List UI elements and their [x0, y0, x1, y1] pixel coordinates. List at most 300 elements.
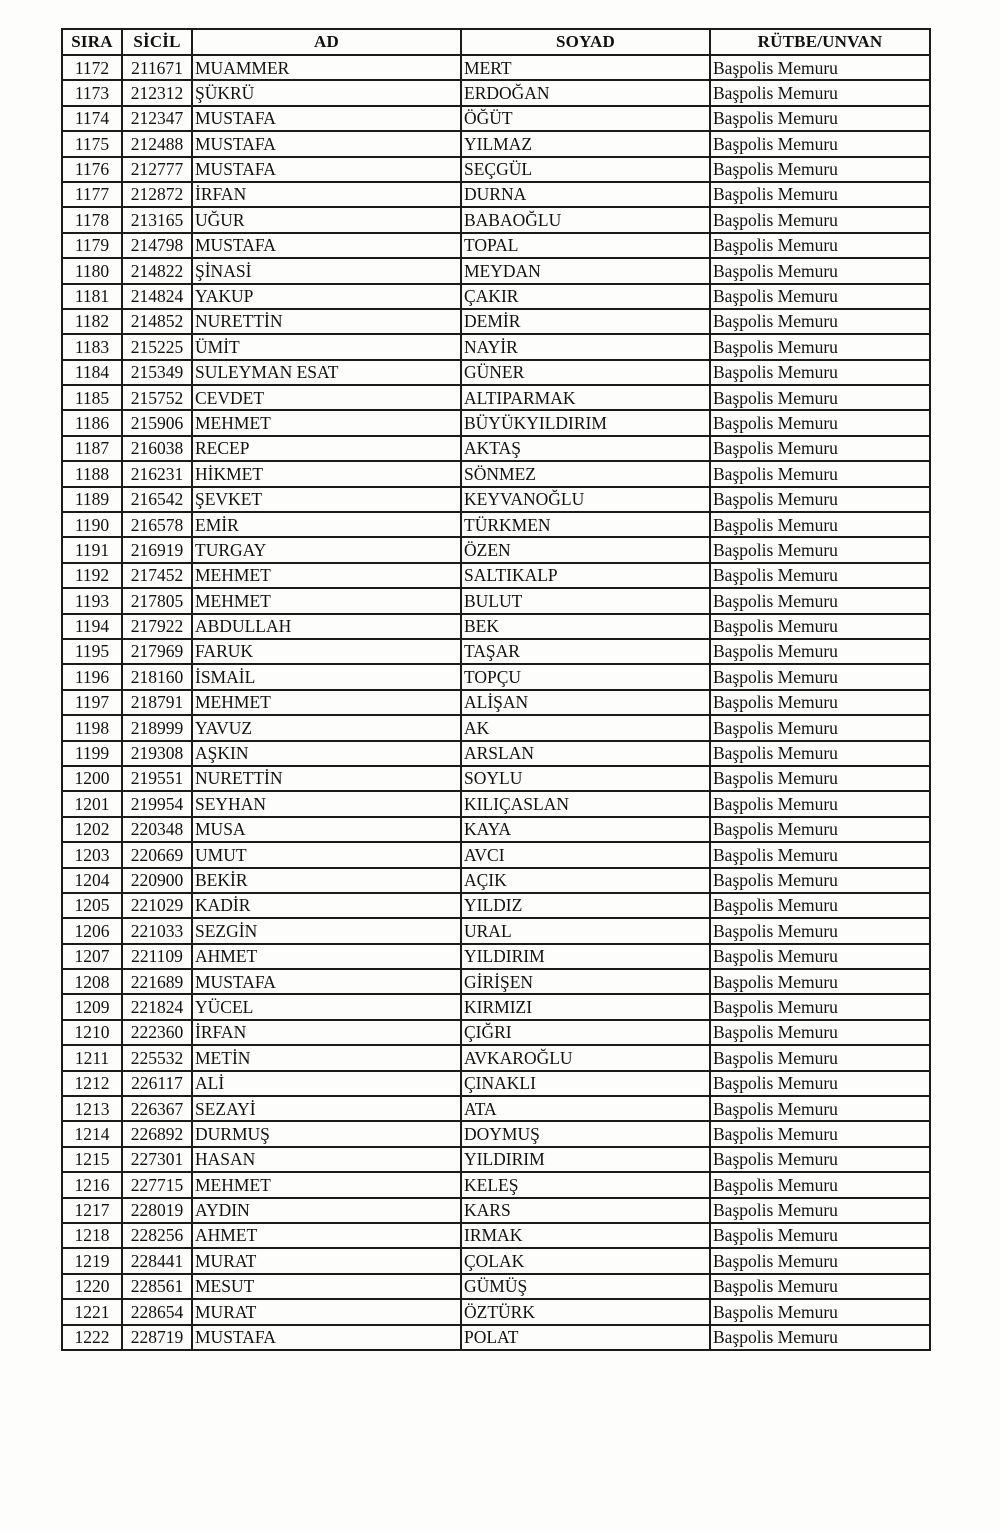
- cell-sira: 1210: [62, 1020, 122, 1045]
- cell-sira: 1183: [62, 334, 122, 359]
- cell-ad: METİN: [192, 1045, 461, 1070]
- cell-sicil: 214824: [122, 284, 192, 309]
- cell-ad: SULEYMAN ESAT: [192, 360, 461, 385]
- cell-soyad: ERDOĞAN: [461, 80, 710, 105]
- cell-rutbe: Başpolis Memuru: [710, 868, 930, 893]
- cell-sira: 1201: [62, 791, 122, 816]
- table-row: [62, 207, 930, 232]
- cell-soyad: IRMAK: [461, 1223, 710, 1248]
- column-header-soyad: SOYAD: [461, 29, 710, 55]
- cell-sicil: 227715: [122, 1172, 192, 1197]
- cell-sicil: 220900: [122, 868, 192, 893]
- cell-rutbe: Başpolis Memuru: [710, 664, 930, 689]
- cell-sira: 1189: [62, 487, 122, 512]
- cell-sira: 1214: [62, 1121, 122, 1146]
- cell-sicil: 213165: [122, 207, 192, 232]
- cell-rutbe: Başpolis Memuru: [710, 385, 930, 410]
- cell-soyad: ALTIPARMAK: [461, 385, 710, 410]
- cell-sira: 1207: [62, 944, 122, 969]
- cell-rutbe: Başpolis Memuru: [710, 1147, 930, 1172]
- cell-ad: MUSTAFA: [192, 969, 461, 994]
- cell-ad: ŞÜKRÜ: [192, 80, 461, 105]
- table-row: [62, 1045, 930, 1070]
- cell-sira: 1206: [62, 918, 122, 943]
- cell-soyad: ÖĞÜT: [461, 106, 710, 131]
- cell-sicil: 228561: [122, 1274, 192, 1299]
- cell-ad: AHMET: [192, 1223, 461, 1248]
- cell-sicil: 214822: [122, 258, 192, 283]
- cell-sira: 1197: [62, 690, 122, 715]
- table-row: [62, 944, 930, 969]
- cell-sicil: 221689: [122, 969, 192, 994]
- cell-sira: 1186: [62, 410, 122, 435]
- cell-rutbe: Başpolis Memuru: [710, 55, 930, 80]
- cell-sicil: 216542: [122, 487, 192, 512]
- cell-sicil: 226892: [122, 1121, 192, 1146]
- cell-soyad: URAL: [461, 918, 710, 943]
- cell-ad: YÜCEL: [192, 994, 461, 1019]
- cell-sicil: 215225: [122, 334, 192, 359]
- cell-sira: 1200: [62, 766, 122, 791]
- cell-rutbe: Başpolis Memuru: [710, 791, 930, 816]
- cell-ad: BEKİR: [192, 868, 461, 893]
- cell-sicil: 226117: [122, 1071, 192, 1096]
- cell-sicil: 215752: [122, 385, 192, 410]
- table-row: [62, 512, 930, 537]
- cell-soyad: AVKAROĞLU: [461, 1045, 710, 1070]
- column-header-sicil: SİCİL: [122, 29, 192, 55]
- cell-sira: 1212: [62, 1071, 122, 1096]
- cell-sicil: 216578: [122, 512, 192, 537]
- cell-rutbe: Başpolis Memuru: [710, 1223, 930, 1248]
- table-row: [62, 969, 930, 994]
- cell-rutbe: Başpolis Memuru: [710, 944, 930, 969]
- cell-rutbe: Başpolis Memuru: [710, 360, 930, 385]
- table-row: [62, 918, 930, 943]
- personnel-roster-table: [61, 28, 931, 1351]
- cell-ad: NURETTİN: [192, 309, 461, 334]
- cell-ad: MEHMET: [192, 1172, 461, 1197]
- table-row: [62, 893, 930, 918]
- table-row: [62, 614, 930, 639]
- cell-soyad: GİRİŞEN: [461, 969, 710, 994]
- cell-soyad: SÖNMEZ: [461, 461, 710, 486]
- cell-sira: 1185: [62, 385, 122, 410]
- cell-soyad: BABAOĞLU: [461, 207, 710, 232]
- cell-sicil: 228019: [122, 1198, 192, 1223]
- cell-ad: MUSTAFA: [192, 131, 461, 156]
- cell-soyad: YILDIZ: [461, 893, 710, 918]
- table-row: [62, 284, 930, 309]
- cell-rutbe: Başpolis Memuru: [710, 309, 930, 334]
- cell-sira: 1216: [62, 1172, 122, 1197]
- table-row: [62, 360, 930, 385]
- table-row: [62, 436, 930, 461]
- cell-ad: MEHMET: [192, 410, 461, 435]
- cell-sicil: 221033: [122, 918, 192, 943]
- cell-rutbe: Başpolis Memuru: [710, 258, 930, 283]
- cell-ad: İRFAN: [192, 182, 461, 207]
- table-row: [62, 410, 930, 435]
- cell-ad: MEHMET: [192, 690, 461, 715]
- cell-ad: MUSTAFA: [192, 1325, 461, 1350]
- cell-sira: 1184: [62, 360, 122, 385]
- cell-sicil: 212488: [122, 131, 192, 156]
- table-row: [62, 461, 930, 486]
- cell-soyad: SALTIKALP: [461, 563, 710, 588]
- cell-ad: RECEP: [192, 436, 461, 461]
- cell-ad: ŞEVKET: [192, 487, 461, 512]
- cell-sicil: 228441: [122, 1248, 192, 1273]
- cell-sira: 1191: [62, 537, 122, 562]
- cell-sicil: 225532: [122, 1045, 192, 1070]
- table-row: [62, 309, 930, 334]
- cell-ad: AŞKIN: [192, 741, 461, 766]
- table-row: [62, 1274, 930, 1299]
- cell-rutbe: Başpolis Memuru: [710, 461, 930, 486]
- cell-sira: 1175: [62, 131, 122, 156]
- cell-rutbe: Başpolis Memuru: [710, 410, 930, 435]
- cell-rutbe: Başpolis Memuru: [710, 1121, 930, 1146]
- cell-ad: MEHMET: [192, 588, 461, 613]
- cell-ad: MUSA: [192, 817, 461, 842]
- table-row: [62, 690, 930, 715]
- cell-sicil: 217452: [122, 563, 192, 588]
- cell-rutbe: Başpolis Memuru: [710, 1274, 930, 1299]
- cell-sira: 1177: [62, 182, 122, 207]
- cell-ad: MEHMET: [192, 563, 461, 588]
- cell-rutbe: Başpolis Memuru: [710, 1172, 930, 1197]
- cell-soyad: ÖZEN: [461, 537, 710, 562]
- cell-soyad: ARSLAN: [461, 741, 710, 766]
- table-row: [62, 741, 930, 766]
- column-header-sira: SIRA: [62, 29, 122, 55]
- cell-rutbe: Başpolis Memuru: [710, 512, 930, 537]
- cell-rutbe: Başpolis Memuru: [710, 842, 930, 867]
- table-row: [62, 664, 930, 689]
- cell-sira: 1215: [62, 1147, 122, 1172]
- cell-sicil: 220348: [122, 817, 192, 842]
- cell-rutbe: Başpolis Memuru: [710, 563, 930, 588]
- cell-sicil: 216038: [122, 436, 192, 461]
- cell-ad: AYDIN: [192, 1198, 461, 1223]
- cell-sira: 1179: [62, 233, 122, 258]
- cell-sira: 1217: [62, 1198, 122, 1223]
- cell-ad: SEZAYİ: [192, 1096, 461, 1121]
- cell-rutbe: Başpolis Memuru: [710, 1071, 930, 1096]
- cell-sicil: 212347: [122, 106, 192, 131]
- cell-rutbe: Başpolis Memuru: [710, 106, 930, 131]
- cell-rutbe: Başpolis Memuru: [710, 284, 930, 309]
- cell-soyad: TOPAL: [461, 233, 710, 258]
- cell-soyad: ÖZTÜRK: [461, 1299, 710, 1324]
- table-row: [62, 1248, 930, 1273]
- table-row: [62, 1223, 930, 1248]
- cell-rutbe: Başpolis Memuru: [710, 817, 930, 842]
- cell-ad: HASAN: [192, 1147, 461, 1172]
- cell-sira: 1190: [62, 512, 122, 537]
- cell-sira: 1205: [62, 893, 122, 918]
- cell-sicil: 212312: [122, 80, 192, 105]
- cell-sira: 1204: [62, 868, 122, 893]
- cell-sicil: 218791: [122, 690, 192, 715]
- cell-sira: 1178: [62, 207, 122, 232]
- table-row: [62, 1325, 930, 1350]
- cell-ad: YAKUP: [192, 284, 461, 309]
- cell-sira: 1172: [62, 55, 122, 80]
- cell-sira: 1203: [62, 842, 122, 867]
- cell-sicil: 221109: [122, 944, 192, 969]
- cell-sicil: 228719: [122, 1325, 192, 1350]
- cell-soyad: AKTAŞ: [461, 436, 710, 461]
- cell-sira: 1211: [62, 1045, 122, 1070]
- cell-ad: MUSTAFA: [192, 157, 461, 182]
- cell-sira: 1222: [62, 1325, 122, 1350]
- table-row: [62, 537, 930, 562]
- cell-rutbe: Başpolis Memuru: [710, 741, 930, 766]
- cell-rutbe: Başpolis Memuru: [710, 614, 930, 639]
- table-row: [62, 487, 930, 512]
- cell-ad: CEVDET: [192, 385, 461, 410]
- cell-sicil: 212872: [122, 182, 192, 207]
- cell-soyad: AK: [461, 715, 710, 740]
- table-row: [62, 842, 930, 867]
- cell-sira: 1202: [62, 817, 122, 842]
- table-row: [62, 791, 930, 816]
- cell-sicil: 216919: [122, 537, 192, 562]
- cell-soyad: MEYDAN: [461, 258, 710, 283]
- cell-ad: TURGAY: [192, 537, 461, 562]
- cell-rutbe: Başpolis Memuru: [710, 1045, 930, 1070]
- cell-sicil: 214852: [122, 309, 192, 334]
- table-row: [62, 1198, 930, 1223]
- cell-sira: 1196: [62, 664, 122, 689]
- cell-rutbe: Başpolis Memuru: [710, 1299, 930, 1324]
- cell-soyad: BULUT: [461, 588, 710, 613]
- table-row: [62, 233, 930, 258]
- table-header-row: [62, 29, 930, 55]
- cell-sira: 1220: [62, 1274, 122, 1299]
- cell-soyad: TÜRKMEN: [461, 512, 710, 537]
- column-header-ad: AD: [192, 29, 461, 55]
- cell-rutbe: Başpolis Memuru: [710, 690, 930, 715]
- cell-rutbe: Başpolis Memuru: [710, 80, 930, 105]
- cell-ad: HİKMET: [192, 461, 461, 486]
- cell-rutbe: Başpolis Memuru: [710, 918, 930, 943]
- cell-sicil: 219551: [122, 766, 192, 791]
- cell-sira: 1195: [62, 639, 122, 664]
- cell-soyad: TAŞAR: [461, 639, 710, 664]
- cell-sicil: 228256: [122, 1223, 192, 1248]
- cell-sira: 1193: [62, 588, 122, 613]
- cell-ad: KADİR: [192, 893, 461, 918]
- cell-soyad: SEÇGÜL: [461, 157, 710, 182]
- cell-soyad: BEK: [461, 614, 710, 639]
- cell-sicil: 219954: [122, 791, 192, 816]
- cell-ad: ABDULLAH: [192, 614, 461, 639]
- cell-sira: 1180: [62, 258, 122, 283]
- table-row: [62, 157, 930, 182]
- cell-sicil: 220669: [122, 842, 192, 867]
- cell-ad: FARUK: [192, 639, 461, 664]
- cell-sira: 1182: [62, 309, 122, 334]
- cell-ad: UMUT: [192, 842, 461, 867]
- cell-sira: 1181: [62, 284, 122, 309]
- cell-sira: 1218: [62, 1223, 122, 1248]
- cell-soyad: KEYVANOĞLU: [461, 487, 710, 512]
- cell-sira: 1192: [62, 563, 122, 588]
- table-row: [62, 563, 930, 588]
- cell-soyad: YILDIRIM: [461, 944, 710, 969]
- table-row: [62, 1020, 930, 1045]
- table-row: [62, 80, 930, 105]
- table-row: [62, 639, 930, 664]
- cell-sicil: 228654: [122, 1299, 192, 1324]
- cell-sicil: 226367: [122, 1096, 192, 1121]
- cell-soyad: DEMİR: [461, 309, 710, 334]
- cell-rutbe: Başpolis Memuru: [710, 436, 930, 461]
- cell-rutbe: Başpolis Memuru: [710, 487, 930, 512]
- cell-sira: 1173: [62, 80, 122, 105]
- cell-soyad: KELEŞ: [461, 1172, 710, 1197]
- table-row: [62, 258, 930, 283]
- cell-sira: 1209: [62, 994, 122, 1019]
- cell-rutbe: Başpolis Memuru: [710, 182, 930, 207]
- cell-sira: 1188: [62, 461, 122, 486]
- cell-rutbe: Başpolis Memuru: [710, 537, 930, 562]
- cell-sira: 1174: [62, 106, 122, 131]
- cell-sicil: 217922: [122, 614, 192, 639]
- cell-sira: 1199: [62, 741, 122, 766]
- cell-soyad: ATA: [461, 1096, 710, 1121]
- table-row: [62, 1071, 930, 1096]
- cell-soyad: ALİŞAN: [461, 690, 710, 715]
- cell-ad: MUSTAFA: [192, 106, 461, 131]
- table-row: [62, 1299, 930, 1324]
- cell-soyad: NAYİR: [461, 334, 710, 359]
- table-row: [62, 817, 930, 842]
- cell-ad: SEYHAN: [192, 791, 461, 816]
- cell-soyad: DURNA: [461, 182, 710, 207]
- cell-rutbe: Başpolis Memuru: [710, 1020, 930, 1045]
- cell-rutbe: Başpolis Memuru: [710, 994, 930, 1019]
- cell-sicil: 227301: [122, 1147, 192, 1172]
- cell-ad: MESUT: [192, 1274, 461, 1299]
- cell-sira: 1208: [62, 969, 122, 994]
- cell-soyad: YILMAZ: [461, 131, 710, 156]
- table-row: [62, 766, 930, 791]
- cell-rutbe: Başpolis Memuru: [710, 588, 930, 613]
- cell-sicil: 215906: [122, 410, 192, 435]
- cell-rutbe: Başpolis Memuru: [710, 131, 930, 156]
- cell-soyad: AÇIK: [461, 868, 710, 893]
- cell-soyad: ÇIĞRI: [461, 1020, 710, 1045]
- table-row: [62, 1147, 930, 1172]
- cell-soyad: BÜYÜKYILDIRIM: [461, 410, 710, 435]
- table-row: [62, 1121, 930, 1146]
- cell-sira: 1213: [62, 1096, 122, 1121]
- cell-soyad: KAYA: [461, 817, 710, 842]
- cell-soyad: AVCI: [461, 842, 710, 867]
- cell-sicil: 211671: [122, 55, 192, 80]
- cell-sira: 1219: [62, 1248, 122, 1273]
- cell-sicil: 218999: [122, 715, 192, 740]
- cell-ad: ÜMİT: [192, 334, 461, 359]
- cell-ad: MUSTAFA: [192, 233, 461, 258]
- cell-ad: AHMET: [192, 944, 461, 969]
- cell-sicil: 219308: [122, 741, 192, 766]
- cell-ad: İSMAİL: [192, 664, 461, 689]
- cell-sicil: 217969: [122, 639, 192, 664]
- cell-sira: 1176: [62, 157, 122, 182]
- cell-soyad: DOYMUŞ: [461, 1121, 710, 1146]
- cell-rutbe: Başpolis Memuru: [710, 893, 930, 918]
- cell-sicil: 221029: [122, 893, 192, 918]
- cell-rutbe: Başpolis Memuru: [710, 1248, 930, 1273]
- cell-ad: İRFAN: [192, 1020, 461, 1045]
- cell-soyad: GÜNER: [461, 360, 710, 385]
- cell-ad: ALİ: [192, 1071, 461, 1096]
- cell-soyad: TOPÇU: [461, 664, 710, 689]
- cell-soyad: ÇOLAK: [461, 1248, 710, 1273]
- table-row: [62, 106, 930, 131]
- cell-sicil: 222360: [122, 1020, 192, 1045]
- table-row: [62, 55, 930, 80]
- cell-rutbe: Başpolis Memuru: [710, 715, 930, 740]
- cell-ad: UĞUR: [192, 207, 461, 232]
- cell-sira: 1187: [62, 436, 122, 461]
- table-row: [62, 1096, 930, 1121]
- cell-rutbe: Başpolis Memuru: [710, 207, 930, 232]
- cell-rutbe: Başpolis Memuru: [710, 233, 930, 258]
- cell-soyad: KILIÇASLAN: [461, 791, 710, 816]
- cell-soyad: ÇAKIR: [461, 284, 710, 309]
- cell-rutbe: Başpolis Memuru: [710, 1325, 930, 1350]
- table-row: [62, 588, 930, 613]
- cell-soyad: POLAT: [461, 1325, 710, 1350]
- cell-soyad: KARS: [461, 1198, 710, 1223]
- cell-ad: ŞİNASİ: [192, 258, 461, 283]
- cell-rutbe: Başpolis Memuru: [710, 157, 930, 182]
- table-row: [62, 334, 930, 359]
- cell-sira: 1198: [62, 715, 122, 740]
- cell-ad: DURMUŞ: [192, 1121, 461, 1146]
- cell-sicil: 221824: [122, 994, 192, 1019]
- cell-sicil: 216231: [122, 461, 192, 486]
- cell-soyad: KIRMIZI: [461, 994, 710, 1019]
- cell-soyad: SOYLU: [461, 766, 710, 791]
- cell-sira: 1194: [62, 614, 122, 639]
- cell-sicil: 212777: [122, 157, 192, 182]
- table-row: [62, 1172, 930, 1197]
- column-header-rutbe: RÜTBE/UNVAN: [710, 29, 930, 55]
- cell-ad: NURETTİN: [192, 766, 461, 791]
- cell-sicil: 218160: [122, 664, 192, 689]
- cell-soyad: ÇINAKLI: [461, 1071, 710, 1096]
- cell-rutbe: Başpolis Memuru: [710, 639, 930, 664]
- table-row: [62, 131, 930, 156]
- cell-rutbe: Başpolis Memuru: [710, 1096, 930, 1121]
- table-row: [62, 182, 930, 207]
- cell-ad: YAVUZ: [192, 715, 461, 740]
- cell-sicil: 217805: [122, 588, 192, 613]
- cell-rutbe: Başpolis Memuru: [710, 1198, 930, 1223]
- cell-rutbe: Başpolis Memuru: [710, 969, 930, 994]
- cell-rutbe: Başpolis Memuru: [710, 766, 930, 791]
- cell-ad: MUAMMER: [192, 55, 461, 80]
- table-row: [62, 385, 930, 410]
- cell-ad: SEZGİN: [192, 918, 461, 943]
